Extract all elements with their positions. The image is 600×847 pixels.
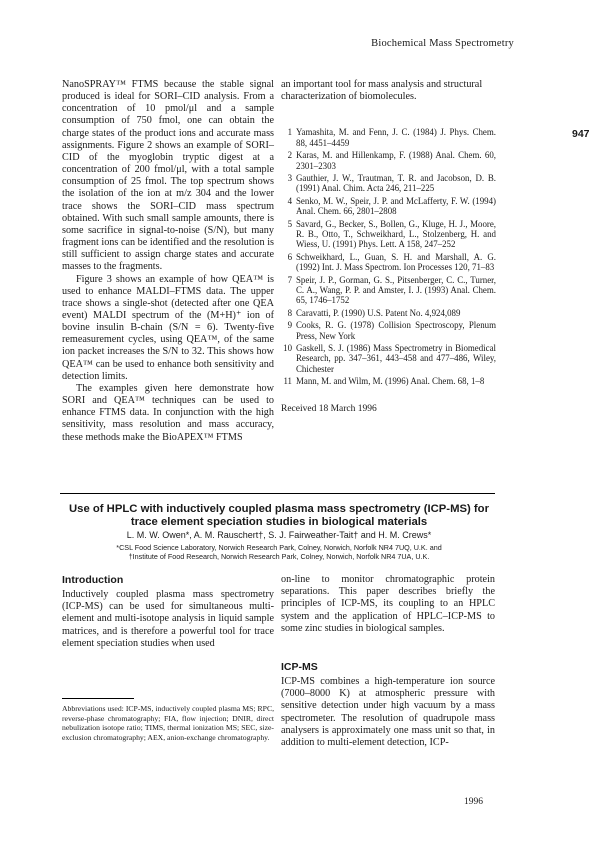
reference-number: 5 (287, 218, 292, 229)
right-column (281, 79, 496, 415)
reference-list (281, 127, 496, 386)
article-authors: L. M. W. Owen*, A. M. Rauschert†, S. J. Fairweather-Tait† and H. M. Crews* (126, 530, 432, 540)
body-paragraph: Figure 3 shows an example of how QEA™ is used to enhance MALDI–FTMS data. The upper trace shows a single-shot (detected after one QEA event) MALDI spectrum of the (M+H)⁺ ion of bovine insulin B-chain (S/N = 6). Twenty-five remeasurement cycles, using QEA™, of the same ion packet increases the S/N to 32. This shows how QEA™ can be used to enhance both sensitivity and detection limits. (62, 273, 274, 382)
running-head: Biochemical Mass Spectrometry (371, 38, 514, 49)
article-left-column (62, 574, 274, 742)
reference-text: Gauthier, J. W., Trautman, T. R. and Jacobson, D. B. (1991) Anal. Chim. Acta 246, 211–225 (296, 172, 496, 194)
reference-number: 4 (287, 195, 292, 206)
reference-number: 11 (283, 376, 292, 387)
side-page-number: 947 (572, 128, 590, 140)
body-paragraph: Inductively coupled plasma mass spectrometry (ICP-MS) can be used for simultaneous multi-element and multi-isotope analysis in liquid sample matrices, and is therefore a powerful tool for trace element speciation studies when used (62, 589, 274, 649)
section-divider (60, 493, 495, 494)
reference-number: 3 (287, 172, 292, 183)
reference-item (281, 150, 496, 171)
reference-item (281, 196, 496, 217)
reference-text: Savard, G., Becker, S., Bollen, G., Kluge, H. J., Moore, R. B., Otto, T., Schweikhard, L., Stolzenberg, H. and Wiess, U. (1991) Phys. Lett. A 158, 247–252 (296, 218, 496, 250)
reference-text: Senko, M. W., Speir, J. P. and McLafferty, F. W. (1994) Anal. Chem. 66, 2801–2808 (296, 195, 496, 217)
reference-item (281, 376, 496, 386)
reference-item (281, 275, 496, 306)
reference-text: Schweikhard, L., Guan, S. H. and Marshall, A. G. (1992) Int. J. Mass Spectrom. Ion Processes 120, 71–83 (296, 251, 496, 273)
bottom-page-number: 1996 (464, 797, 483, 807)
footnote-divider (62, 698, 134, 699)
left-column (62, 79, 274, 444)
reference-number: 9 (287, 320, 292, 331)
reference-item (281, 343, 496, 374)
body-paragraph-continued: on-line to monitor chromatographic protein separations. This paper describes briefly the principles of ICP-MS, its coupling to an HPLC system and the application of HPLC–ICP-MS to some zinc studies in biological samples. (281, 574, 495, 634)
reference-number: 2 (287, 150, 292, 161)
abbreviations-footnote: Abbreviations used: ICP-MS, inductively coupled plasma MS; RPC, reverse-phase chromatography; FIA, flow injection; DNIR, direct nebulization isotope ratio; TIMS, thermal ionization MS; SEC, size-exclusion chromatography; AEX, anion-exchange chromatography. (62, 704, 274, 742)
section-heading-introduction: Introduction (62, 574, 124, 586)
received-date: Received 18 March 1996 (281, 403, 377, 414)
reference-text: Caravatti, P. (1990) U.S. Patent No. 4,924,089 (296, 307, 461, 318)
reference-text: Karas, M. and Hillenkamp, F. (1988) Anal. Chem. 60, 2301–2303 (296, 150, 496, 171)
body-paragraph: The examples given here demonstrate how SORI and QEA™ techniques can be used to enhance FTMS data. In conjunction with the high sensitivity, mass resolution and mass accuracy, these methods make the BioAPEX™ FTMS (62, 382, 274, 443)
reference-text: Gaskell, S. J. (1986) Mass Spectrometry in Biomedical Research, pp. 347–361, 443–458 and 477–486, Wiley, Chichester (296, 343, 496, 374)
body-paragraph-continued: an important tool for mass analysis and structural characterization of biomolecules. (281, 79, 483, 103)
reference-item (281, 320, 496, 341)
reference-item (281, 308, 496, 318)
reference-item (281, 219, 496, 250)
reference-number: 10 (283, 343, 292, 354)
reference-number: 6 (287, 251, 292, 262)
reference-text: Mann, M. and Wilm, M. (1996) Anal. Chem. 68, 1–8 (296, 376, 485, 387)
reference-item (281, 127, 496, 148)
reference-text: Cooks, R. G. (1978) Collision Spectroscopy, Plenum Press, New York (296, 320, 496, 341)
section-heading-icp-ms: ICP-MS (281, 661, 318, 674)
reference-text: Yamashita, M. and Fenn, J. C. (1984) J. Phys. Chem. 88, 4451–4459 (296, 127, 496, 148)
article-right-column (281, 574, 495, 749)
reference-number: 7 (287, 274, 292, 285)
author-affiliation: †Institute of Food Research, Norwich Research Park, Colney, Norwich, Norfolk NR4 7UA, U.K. (128, 552, 430, 561)
article-title: Use of HPLC with inductively coupled plasma mass spectrometry (ICP-MS) for trace element speciation studies in biological materials (69, 503, 489, 528)
reference-number: 1 (287, 127, 292, 138)
reference-text: Speir, J. P., Gorman, G. S., Pitsenberger, C. C., Turner, C. A., Wang, P. P. and Amster, I. J. (1993) Anal. Chem. 65, 1746–1752 (296, 274, 496, 306)
author-affiliation: *CSL Food Science Laboratory, Norwich Research Park, Colney, Norwich, Norfolk NR4 7UQ, U.K. and (116, 543, 442, 552)
reference-number: 8 (287, 307, 292, 318)
reference-item (281, 173, 496, 194)
reference-item (281, 252, 496, 273)
body-paragraph: NanoSPRAY™ FTMS because the stable signal produced is ideal for SORI–CID analysis. From a concentration of 10 pmol/μl and a sample consumption of 750 fmol, one can obtain the charge states of the product ions and accurate mass assignments. Figure 2 shows an example of SORI–CID of the myoglobin tryptic digest at a concentration of 200 fmol/μl, with a total sample consumption of 25 fmol. The top spectrum shows the isolation of the ion at m/z 304 and the lower trace shows the SORI–CID mass spectrum obtained. With such small sample amounts, there is some sacrifice in signal-to-noise (S/N), but many fragment ions can be identified and the resolution is still sufficient to assign charge states and accurate masses to the fragments. (62, 79, 274, 273)
body-paragraph: ICP-MS combines a high-temperature ion source (7000–8000 K) at atmospheric pressure with sensitive detection under high vacuum by a mass spectrometer. The resolution of quadrupole mass analysers is approximately one mass unit so that, in addition to multi-element detection, ICP- (281, 676, 495, 749)
